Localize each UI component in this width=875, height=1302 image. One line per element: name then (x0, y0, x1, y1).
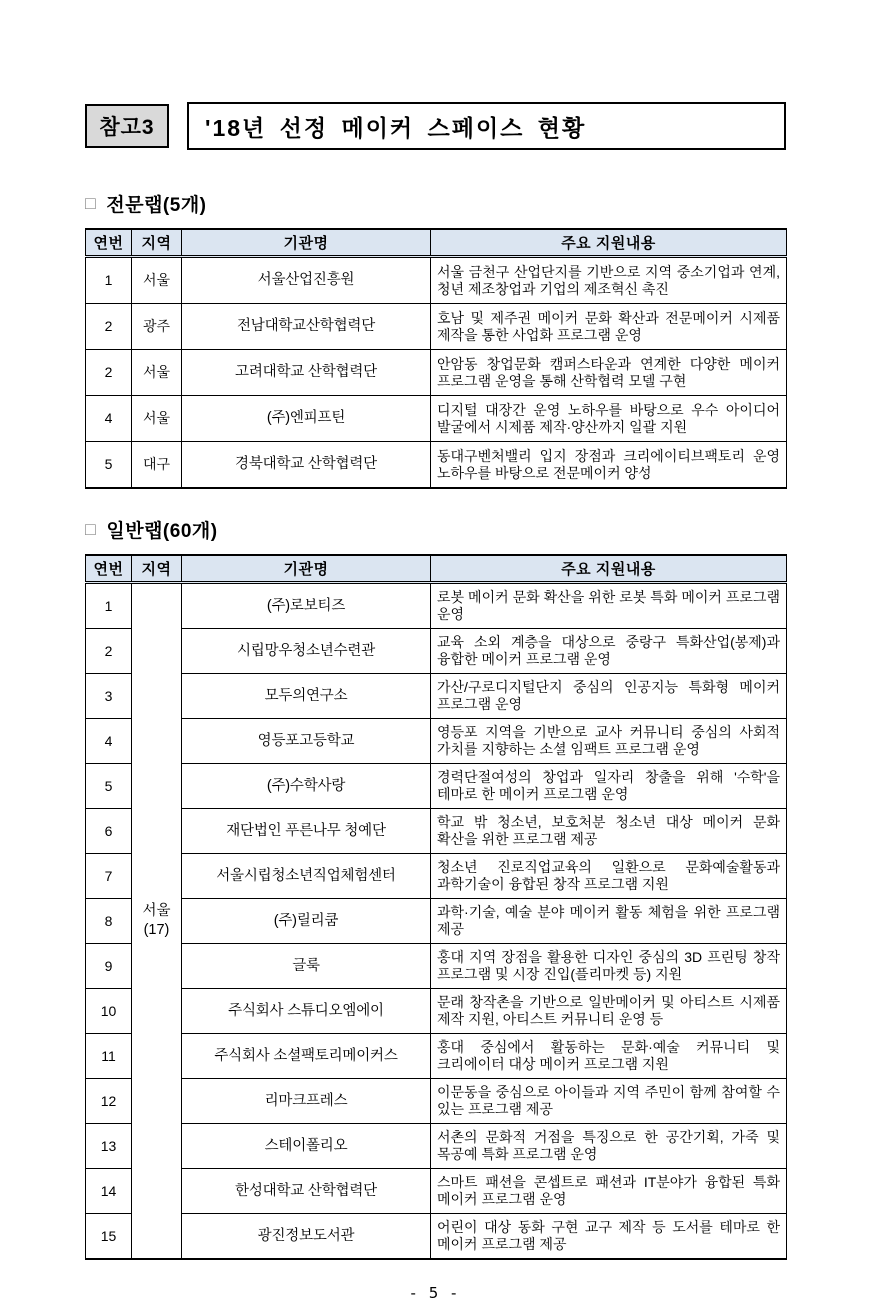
cell-no: 9 (86, 944, 132, 989)
cell-desc: 과학·기술, 예술 분야 메이커 활동 체험을 위한 프로그램 제공 (431, 899, 787, 944)
cell-no: 14 (86, 1169, 132, 1214)
cell-desc: 스마트 패션을 콘셉트로 패션과 IT분야가 융합된 특화 메이커 프로그램 운영 (431, 1169, 787, 1214)
table-row (86, 899, 787, 944)
section-heading-general-lab (85, 516, 786, 543)
square-bullet-icon: □ (85, 193, 97, 213)
cell-no: 4 (86, 396, 132, 442)
cell-no: 2 (86, 629, 132, 674)
column-header-no: 연번 (86, 229, 132, 257)
column-header-org: 기관명 (182, 555, 431, 583)
table-row (86, 854, 787, 899)
cell-org: 전남대학교산학협력단 (182, 304, 431, 350)
document-page (85, 0, 786, 1302)
cell-desc: 학교 밖 청소년, 보호처분 청소년 대상 메이커 문화 확산을 위한 프로그램 제공 (431, 809, 787, 854)
cell-org: (주)수학사랑 (182, 764, 431, 809)
cell-desc: 영등포 지역을 기반으로 교사 커뮤니티 중심의 사회적 가치를 지향하는 소셜 임팩트 프로그램 운영 (431, 719, 787, 764)
cell-org: (주)엔피프틴 (182, 396, 431, 442)
table-row (86, 1034, 787, 1079)
column-header-org: 기관명 (182, 229, 431, 257)
cell-desc: 동대구벤처밸리 입지 장점과 크리에이티브팩토리 운영 노하우를 바탕으로 전문메이커 양성 (431, 442, 787, 489)
cell-desc: 홍대 지역 장점을 활용한 디자인 중심의 3D 프린팅 창작 프로그램 및 시장 진입(플리마켓 등) 지원 (431, 944, 787, 989)
cell-no: 13 (86, 1124, 132, 1169)
cell-desc: 디지털 대장간 운영 노하우를 바탕으로 우수 아이디어 발굴에서 시제품 제작·양산까지 일괄 지원 (431, 396, 787, 442)
general-lab-table (85, 554, 787, 1260)
cell-desc: 서촌의 문화적 거점을 특징으로 한 공간기획, 가죽 및 목공예 특화 프로그램 운영 (431, 1124, 787, 1169)
cell-org: 주식회사 스튜디오엠에이 (182, 989, 431, 1034)
reference-badge: 참고3 (85, 104, 169, 148)
cell-desc: 경력단절여성의 창업과 일자리 창출을 위해 '수학'을 테마로 한 메이커 프로그램 운영 (431, 764, 787, 809)
region-group-count: (17) (143, 922, 170, 938)
table-row (86, 809, 787, 854)
cell-no: 5 (86, 442, 132, 489)
table-row (86, 1124, 787, 1169)
cell-org: 영등포고등학교 (182, 719, 431, 764)
column-header-desc: 주요 지원내용 (431, 229, 787, 257)
cell-desc: 서울 금천구 산업단지를 기반으로 지역 중소기업과 연계, 청년 제조창업과 기업의 제조혁신 촉진 (431, 257, 787, 304)
table-row (86, 674, 787, 719)
table-row (86, 1079, 787, 1124)
cell-org: 서울산업진흥원 (182, 257, 431, 304)
cell-region: 서울 (132, 257, 182, 304)
cell-no: 3 (86, 674, 132, 719)
cell-desc: 청소년 진로직업교육의 일환으로 문화예술활동과 과학기술이 융합된 창작 프로그램 지원 (431, 854, 787, 899)
cell-no: 8 (86, 899, 132, 944)
table-header-row (86, 229, 787, 257)
cell-no: 1 (86, 257, 132, 304)
cell-no: 6 (86, 809, 132, 854)
cell-desc: 로봇 메이커 문화 확산을 위한 로봇 특화 메이커 프로그램 운영 (431, 583, 787, 629)
table-row (86, 629, 787, 674)
table-header-row (86, 555, 787, 583)
cell-org: (주)릴리쿰 (182, 899, 431, 944)
cell-org: 고려대학교 산학협력단 (182, 350, 431, 396)
cell-org: 주식회사 소셜팩토리메이커스 (182, 1034, 431, 1079)
cell-org: 한성대학교 산학협력단 (182, 1169, 431, 1214)
section-heading-pro-lab (85, 190, 786, 217)
page-title: '18년 선정 메이커 스페이스 현황 (187, 102, 786, 150)
column-header-region: 지역 (132, 229, 182, 257)
column-header-desc: 주요 지원내용 (431, 555, 787, 583)
cell-no: 12 (86, 1079, 132, 1124)
table-row (86, 989, 787, 1034)
column-header-region: 지역 (132, 555, 182, 583)
table-row (86, 944, 787, 989)
cell-no: 5 (86, 764, 132, 809)
cell-region: 서울 (132, 396, 182, 442)
region-group-label: 서울 (142, 903, 171, 919)
cell-region: 대구 (132, 442, 182, 489)
cell-org: 서울시립청소년직업체험센터 (182, 854, 431, 899)
cell-org: 글룩 (182, 944, 431, 989)
table-row (86, 1169, 787, 1214)
cell-desc: 문래 창작촌을 기반으로 일반메이커 및 아티스트 시제품 제작 지원, 아티스트 커뮤니티 운영 등 (431, 989, 787, 1034)
cell-org: 재단법인 푸른나무 청예단 (182, 809, 431, 854)
cell-no: 11 (86, 1034, 132, 1079)
cell-no: 15 (86, 1214, 132, 1260)
table-row (86, 583, 787, 629)
column-header-no: 연번 (86, 555, 132, 583)
cell-desc: 홍대 중심에서 활동하는 문화·예술 커뮤니티 및 크리에이터 대상 메이커 프로그램 지원 (431, 1034, 787, 1079)
cell-desc: 어린이 대상 동화 구현 교구 제작 등 도서를 테마로 한 메이커 프로그램 제공 (431, 1214, 787, 1260)
cell-region-group (132, 583, 182, 1260)
cell-desc: 안암동 창업문화 캠퍼스타운과 연계한 다양한 메이커 프로그램 운영을 통해 산학협력 모델 구현 (431, 350, 787, 396)
cell-org: 시립망우청소년수련관 (182, 629, 431, 674)
cell-org: 스테이폴리오 (182, 1124, 431, 1169)
section-heading-label: 일반랩(60개) (106, 521, 218, 542)
cell-no: 10 (86, 989, 132, 1034)
cell-region: 서울 (132, 350, 182, 396)
cell-desc: 교육 소외 계층을 대상으로 중랑구 특화산업(봉제)과 융합한 메이커 프로그램 운영 (431, 629, 787, 674)
cell-org: 경북대학교 산학협력단 (182, 442, 431, 489)
pro-lab-table (85, 228, 787, 489)
cell-no: 2 (86, 304, 132, 350)
page-number: - 5 - (410, 1284, 461, 1302)
cell-desc: 가산/구로디지털단지 중심의 인공지능 특화형 메이커 프로그램 운영 (431, 674, 787, 719)
table-row (86, 442, 787, 489)
table-row (86, 257, 787, 304)
table-row (86, 1214, 787, 1260)
cell-desc: 이문동을 중심으로 아이들과 지역 주민이 함께 참여할 수 있는 프로그램 제공 (431, 1079, 787, 1124)
cell-no: 4 (86, 719, 132, 764)
table-row (86, 719, 787, 764)
cell-region: 광주 (132, 304, 182, 350)
cell-org: 광진정보도서관 (182, 1214, 431, 1260)
square-bullet-icon: □ (85, 519, 97, 539)
section-heading-label: 전문랩(5개) (106, 195, 207, 216)
table-row (86, 304, 787, 350)
table-row (86, 396, 787, 442)
table-row (86, 764, 787, 809)
cell-no: 2 (86, 350, 132, 396)
cell-desc: 호남 및 제주권 메이커 문화 확산과 전문메이커 시제품 제작을 통한 사업화 프로그램 운영 (431, 304, 787, 350)
table-row (86, 350, 787, 396)
cell-org: 모두의연구소 (182, 674, 431, 719)
document-header (85, 0, 786, 150)
cell-no: 1 (86, 583, 132, 629)
cell-org: (주)로보티즈 (182, 583, 431, 629)
cell-no: 7 (86, 854, 132, 899)
cell-org: 리마크프레스 (182, 1079, 431, 1124)
